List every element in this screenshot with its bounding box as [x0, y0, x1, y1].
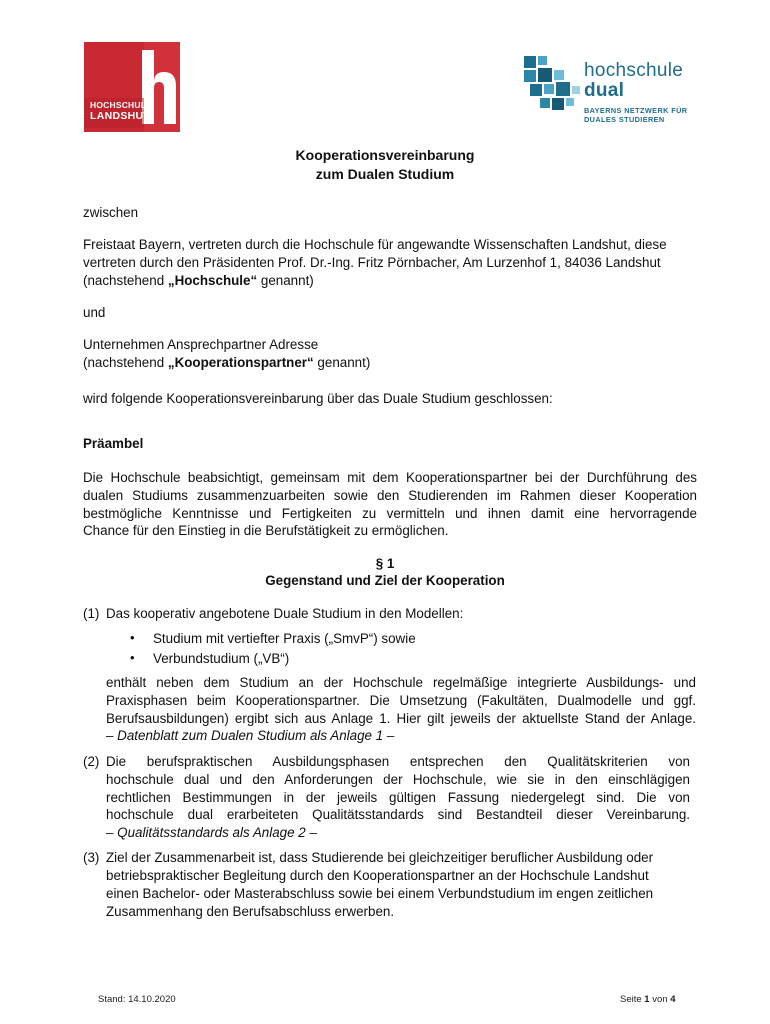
dual-logo-line3: BAYERNS NETZWERK FÜR — [584, 106, 688, 115]
item-3-line-3: einen Bachelor- oder Masterabschluss sowie bei einem Verbundstudium im engen zeitlichen — [106, 886, 654, 901]
intro-closing: wird folgende Kooperationsvereinbarung über das Duale Studium geschlossen: — [83, 391, 553, 406]
item-1-annex — [106, 728, 394, 743]
landshut-logo-line1: HOCHSCHULE — [90, 100, 152, 110]
preamble-line-3: bestmögliche Kenntnisse und Fertigkeiten zu vermitteln und ihnen damit eine hervorragende — [83, 506, 697, 521]
item-3-line-4: Zusammenhang den Berufsabschluss erwerben. — [106, 904, 395, 919]
document-title-line2: zum Dualen Studium — [315, 166, 455, 182]
item-1-text: Das kooperativ angebotene Duale Studium in den Modellen: — [106, 606, 464, 621]
item-3-line-1: Ziel der Zusammenarbeit ist, dass Studierende bei gleichzeitiger beruflicher Ausbildung oder — [106, 850, 654, 865]
item-2-number: (2) — [83, 754, 100, 769]
item-2-line-1: Die berufspraktischen Ausbildungsphasen entsprechen den Qualitätskriterien von — [106, 754, 690, 769]
item-2-annex — [106, 825, 317, 840]
footer-page-pre: Seite — [620, 994, 645, 1005]
item-1-line-1: enthält neben dem Studium an der Hochschule regelmäßige integrierte Ausbildungs- und — [106, 675, 696, 690]
item-1-line-2: Praxisphasen beim Kooperationspartner. Die Umsetzung (Fakultäten, Dualmodelle und ggf. — [106, 693, 696, 708]
bullet-icon: • — [130, 630, 135, 645]
dual-logo-line1: hochschule — [584, 60, 684, 81]
intro-zwischen: zwischen — [83, 205, 139, 220]
footer-page-number: 1 — [644, 994, 650, 1005]
item-2-line-2: hochschule dual und den Anforderungen der Hochschule, wie sie in den einschlägigen — [106, 772, 690, 787]
preamble-line-4: Chance für den Einstieg in die Berufstätigkeit zu ermöglichen. — [83, 523, 449, 538]
bullet-icon: • — [130, 650, 135, 665]
hochschule-dual-logo-mark — [522, 52, 584, 112]
hochschule-dual-logo — [522, 50, 702, 130]
party1-role-hochschule: „Hochschule“ — [167, 273, 258, 288]
party1-line2: vertreten durch den Präsidenten Prof. Dr.-Ing. Fritz Pörnbacher, Am Lurzenhof 1, 84036 Landshut — [83, 255, 661, 270]
intro-und: und — [83, 305, 106, 320]
section-1-number: § 1 — [375, 556, 395, 571]
footer-page-mid: von — [649, 994, 671, 1005]
item-1-annex-text: – Datenblatt zum Dualen Studium als Anlage 1 – — [106, 728, 395, 743]
item-2-annex-text: – Qualitätsstandards als Anlage 2 – — [106, 825, 317, 840]
preamble-line-1: Die Hochschule beabsichtigt, gemeinsam mit dem Kooperationspartner bei der Durchführung des — [83, 470, 697, 485]
item-2-line-4: hochschule dual erarbeiteten Qualitätsstandards sind Bestandteil dieser Vereinbarung. — [106, 807, 690, 822]
party1-line3-pre: (nachstehend — [83, 273, 168, 288]
party2-role-kooperationspartner: „Kooperationspartner“ — [167, 355, 314, 370]
preamble-heading: Präambel — [83, 436, 144, 451]
item-3-line-2: betriebspraktischer Begleitung durch den Kooperationspartner an der Hochschule Landshut — [106, 868, 649, 883]
footer-page-total: 4 — [670, 994, 676, 1005]
section-1-title: Gegenstand und Ziel der Kooperation — [265, 573, 505, 588]
party2-line2-pre: (nachstehend — [83, 355, 168, 370]
item-1-bullet-1: Studium mit vertiefter Praxis („SmvP“) sowie — [153, 631, 416, 646]
dual-logo-line4: DUALES STUDIEREN — [584, 115, 665, 124]
party2-line1: Unternehmen Ansprechpartner Adresse — [83, 337, 319, 352]
footer-stand: Stand: 14.10.2020 — [98, 994, 176, 1005]
landshut-logo-line2: LANDSHUT — [90, 110, 151, 122]
item-2-line-3: rechtlichen Bestimmungen in der jeweils gültigen Fassung niedergelegt sind. Die von — [106, 790, 690, 805]
document-title-line1: Kooperationsvereinbarung — [295, 147, 475, 163]
party1-line1: Freistaat Bayern, vertreten durch die Hochschule für angewandte Wissenschaften Landshut, diese — [83, 237, 667, 252]
item-3-number: (3) — [83, 850, 100, 865]
item-1-number: (1) — [83, 606, 100, 621]
footer-page-info — [620, 994, 676, 1005]
hochschule-landshut-logo — [84, 42, 180, 132]
party2-line2 — [83, 355, 370, 370]
preamble-line-2: dualen Studiums zusammenzuarbeiten sowie den Studierenden im Rahmen dieser Kooperation — [83, 488, 697, 503]
party2-line2-post: genannt) — [313, 355, 371, 370]
item-1-line-3: Berufsausbildungen) ergibt sich aus Anlage 1. Hier gilt jeweils der aktuellste Stand der Anlage. — [106, 711, 696, 726]
party1-line3-post: genannt) — [257, 273, 314, 288]
party1-line3 — [83, 273, 314, 288]
item-1-bullet-2: Verbundstudium („VB“) — [153, 651, 290, 666]
dual-logo-line2: dual — [584, 80, 625, 101]
